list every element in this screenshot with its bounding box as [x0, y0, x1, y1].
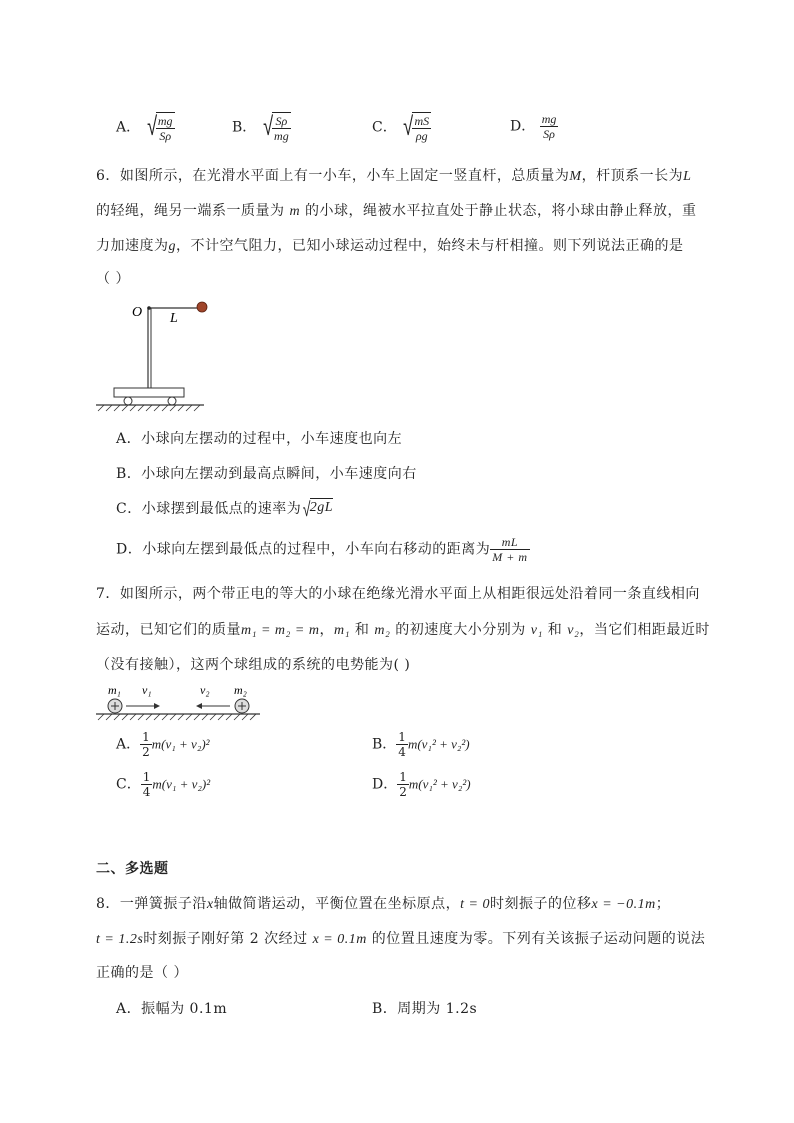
cart-wheel-left: [124, 397, 132, 405]
ground-hatching: [98, 714, 256, 720]
ball: [197, 302, 207, 312]
q7-option-b[interactable]: B． $\frac{1}{4}$ m(v₁² + v₂²): [372, 730, 470, 759]
ground-hatching: [98, 405, 200, 411]
q6-answer-paren: （ ）: [96, 271, 130, 287]
cart-body: [114, 388, 184, 397]
q7-option-a[interactable]: A． $\frac{1}{2}$ m(v₁ + v₂)²: [116, 730, 210, 759]
sqrt-expression: √ $\frac{S\rho}{mg}$: [262, 112, 289, 143]
option-label: A．: [116, 119, 141, 136]
option-label: B．: [232, 119, 257, 136]
denominator: M + m: [492, 550, 528, 564]
section-heading: 二、多选题: [96, 861, 169, 877]
q7-balls-figure: [94, 682, 264, 722]
q5-option-b[interactable]: [232, 112, 291, 143]
option-label: C．: [372, 119, 397, 136]
q8-option-a[interactable]: A．振幅为 0.1m: [116, 1001, 228, 1017]
q6-stem-line3: 力加速度为g，不计空气阻力，已知小球运动过程中，始终未与杆相撞。则下列说法正确的是: [96, 238, 684, 254]
q8-stem-line3: 正确的是（ ）: [96, 965, 188, 981]
numerator: mg: [157, 114, 173, 128]
q5-option-c[interactable]: [372, 112, 431, 143]
sqrt-expression: √ $\frac{mg}{S\rho}$: [146, 112, 173, 143]
figure-label-v1: v₁: [142, 683, 152, 697]
q6-option-d[interactable]: D．小球向左摆到最低点的过程中，小车向右移动的距离为 $\frac{mL}{M + m}$: [116, 535, 528, 564]
q6-stem-line2: 的轻绳，绳另一端系一质量为 m 的小球，绳被水平拉直处于静止状态，将小球由静止释放，重: [96, 203, 697, 219]
q5-option-a[interactable]: [116, 112, 175, 143]
q6-option-b[interactable]: B．小球向左摆动到最高点瞬间，小车速度向右: [116, 466, 417, 482]
numerator: Sρ: [272, 114, 291, 129]
q7-stem-line1: 7．如图所示，两个带正电的等大的小球在绝缘光滑水平面上从相距很远处沿着同一条直线相向: [96, 586, 700, 602]
q8-stem-line2: t = 1.2s时刻振子刚好第 2 次经过 x = 0.1m 的位置且速度为零。下列有关该振子运动问题的说法: [96, 931, 706, 947]
numerator: mg: [541, 112, 557, 126]
figure-label-l: L: [170, 311, 178, 326]
q6-stem-line1: 6．如图所示，在光滑水平面上有一小车，小车上固定一竖直杆，总质量为M，杆顶系一长为L: [96, 168, 692, 184]
q6-cart-figure: [94, 292, 234, 414]
numerator: mS: [414, 114, 430, 128]
q7-stem-line2: 运动，已知它们的质量m₁ = m₂ = m，m₁ 和 m₂ 的初速度大小分别为 v₁ 和 v₂，当它们相距最近时: [96, 622, 710, 638]
figure-label-o: O: [132, 305, 143, 320]
denominator: Sρ: [159, 129, 172, 143]
cart-wheel-right: [168, 397, 176, 405]
option-label: D．: [510, 118, 536, 135]
denominator: mg: [274, 129, 289, 143]
sqrt-expression: √ $\frac{mS}{\rho g}$: [403, 112, 430, 143]
sqrt-expression: √ 2gL: [302, 497, 333, 521]
q8-stem-line1: 8．一弹簧振子沿x轴做简谐运动，平衡位置在坐标原点，t = 0时刻振子的位移x = −0.1m；: [96, 896, 671, 912]
denominator: ρg: [415, 129, 428, 143]
q8-option-b[interactable]: B．周期为 1.2s: [372, 1001, 478, 1017]
figure-label-m1: m₁: [108, 683, 121, 697]
q6-option-a[interactable]: A．小球向左摆动的过程中，小车速度也向左: [116, 431, 403, 447]
numerator: mL: [490, 535, 529, 550]
q7-stem-line3: （没有接触），这两个球组成的系统的电势能为( ): [96, 657, 411, 673]
figure-label-m2: m₂: [234, 683, 247, 697]
q7-option-c[interactable]: C． $\frac{1}{4}$ m(v₁ + v₂)²: [116, 770, 211, 799]
denominator: Sρ: [543, 127, 555, 141]
figure-label-v2: v₂: [200, 683, 210, 697]
q6-option-c[interactable]: C．小球摆到最低点的速率为 √ 2gL: [116, 497, 333, 521]
q5-option-d[interactable]: [510, 112, 558, 141]
q7-option-d[interactable]: D． $\frac{1}{2}$ m(v₁² + v₂²): [372, 770, 471, 799]
